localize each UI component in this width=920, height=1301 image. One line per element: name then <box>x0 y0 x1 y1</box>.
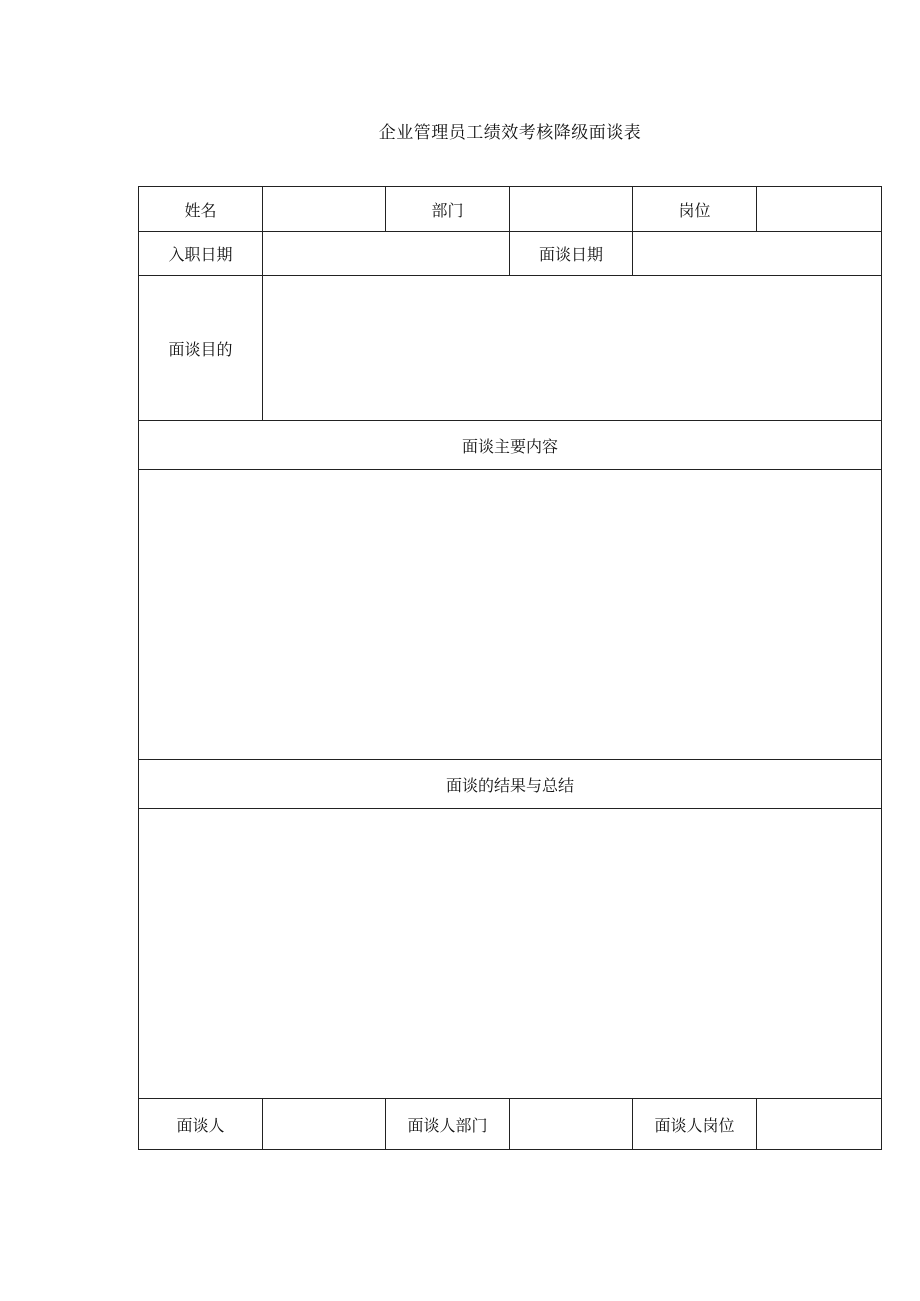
hire-date-label: 入职日期 <box>139 232 263 276</box>
main-content-field[interactable] <box>139 470 882 760</box>
interview-purpose-label: 面谈目的 <box>139 276 263 421</box>
interviewer-position-field[interactable] <box>757 1099 882 1150</box>
purpose-row <box>139 276 882 421</box>
date-row <box>139 232 882 276</box>
interviewer-field[interactable] <box>263 1099 386 1150</box>
result-summary-field[interactable] <box>139 809 882 1099</box>
interviewer-dept-label: 面谈人部门 <box>386 1099 510 1150</box>
hire-date-field[interactable] <box>263 232 510 276</box>
interviewer-position-label: 面谈人岗位 <box>633 1099 757 1150</box>
name-field[interactable] <box>263 187 386 232</box>
result-header-row <box>139 760 882 809</box>
interviewer-row <box>139 1099 882 1150</box>
interview-date-label: 面谈日期 <box>510 232 633 276</box>
name-label: 姓名 <box>139 187 263 232</box>
result-summary-header: 面谈的结果与总结 <box>139 760 882 809</box>
main-content-header: 面谈主要内容 <box>139 421 882 470</box>
position-field[interactable] <box>757 187 882 232</box>
department-label: 部门 <box>386 187 510 232</box>
result-row <box>139 809 882 1099</box>
position-label: 岗位 <box>633 187 757 232</box>
interviewer-dept-field[interactable] <box>510 1099 633 1150</box>
interview-form-table <box>138 186 882 1150</box>
main-content-header-row <box>139 421 882 470</box>
page-title: 企业管理员工绩效考核降级面谈表 <box>378 123 642 143</box>
department-field[interactable] <box>510 187 633 232</box>
interview-purpose-field[interactable] <box>263 276 882 421</box>
main-content-row <box>139 470 882 760</box>
basic-info-row <box>139 187 882 232</box>
interview-date-field[interactable] <box>633 232 882 276</box>
interviewer-label: 面谈人 <box>139 1099 263 1150</box>
